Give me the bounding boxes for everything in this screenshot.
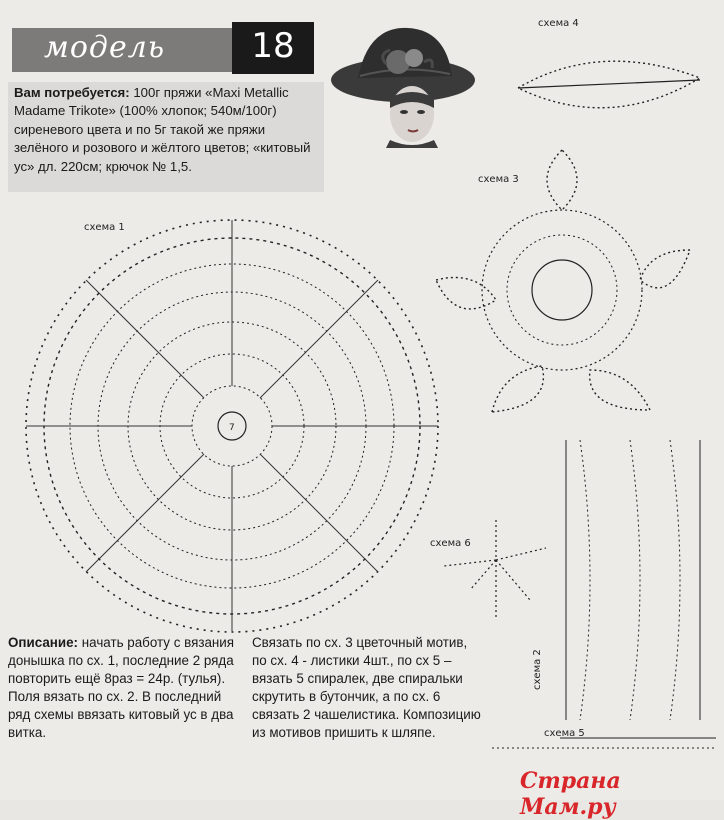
scheme-2-label: схема 2 <box>532 649 543 690</box>
model-number: 18 <box>251 26 295 66</box>
scheme-6-diagram <box>444 520 546 620</box>
watermark: Страна Мам.ру <box>520 768 621 820</box>
model-label: модель <box>44 30 166 65</box>
description-right: Связать по сх. 3 цветочный мотив, по сх. 4 - листики 4шт., по сх 5 – вязать 5 спиралек, две спиральки скрутить в бутончик, а по сх. 6 связать 2 чашелистика. Композицию из мотивов пришить к шляпе. <box>252 635 481 740</box>
description-heading: Описание: <box>8 635 79 650</box>
scheme-1-center-mark: 7 <box>229 423 235 433</box>
scheme-6-label: схема 6 <box>430 538 471 549</box>
scheme-4-diagram <box>518 61 700 108</box>
materials-heading: Вам потребуется: <box>14 85 130 100</box>
scheme-4-label: схема 4 <box>538 18 579 29</box>
description-text-1: начать работу с вязания донышка по сх. 1, последние 2 ряда повторить ещё 8раз = 24р. (тулья). Поля вязать по сх. 2. В последний ряд схемы ввязать китовый ус в два витка. <box>8 635 235 740</box>
scheme-3-diagram <box>436 150 690 412</box>
description-left <box>8 634 246 741</box>
scheme-1-label: схема 1 <box>84 222 125 233</box>
scheme-5-diagram <box>492 738 716 748</box>
scheme-3-label: схема 3 <box>478 174 519 185</box>
scheme-5-label: схема 5 <box>544 728 585 739</box>
scheme-2-diagram <box>566 440 700 720</box>
materials-body: 100г пряжи «Maxi Metallic Madame Trikote» (100% хлопок; 540м/100г) сиреневого цвета и по 5г такой же пряжи зелёного и розового и жёлтого цветов; «китовый ус» дл. 220см; крючок № 1,5. <box>14 85 311 174</box>
